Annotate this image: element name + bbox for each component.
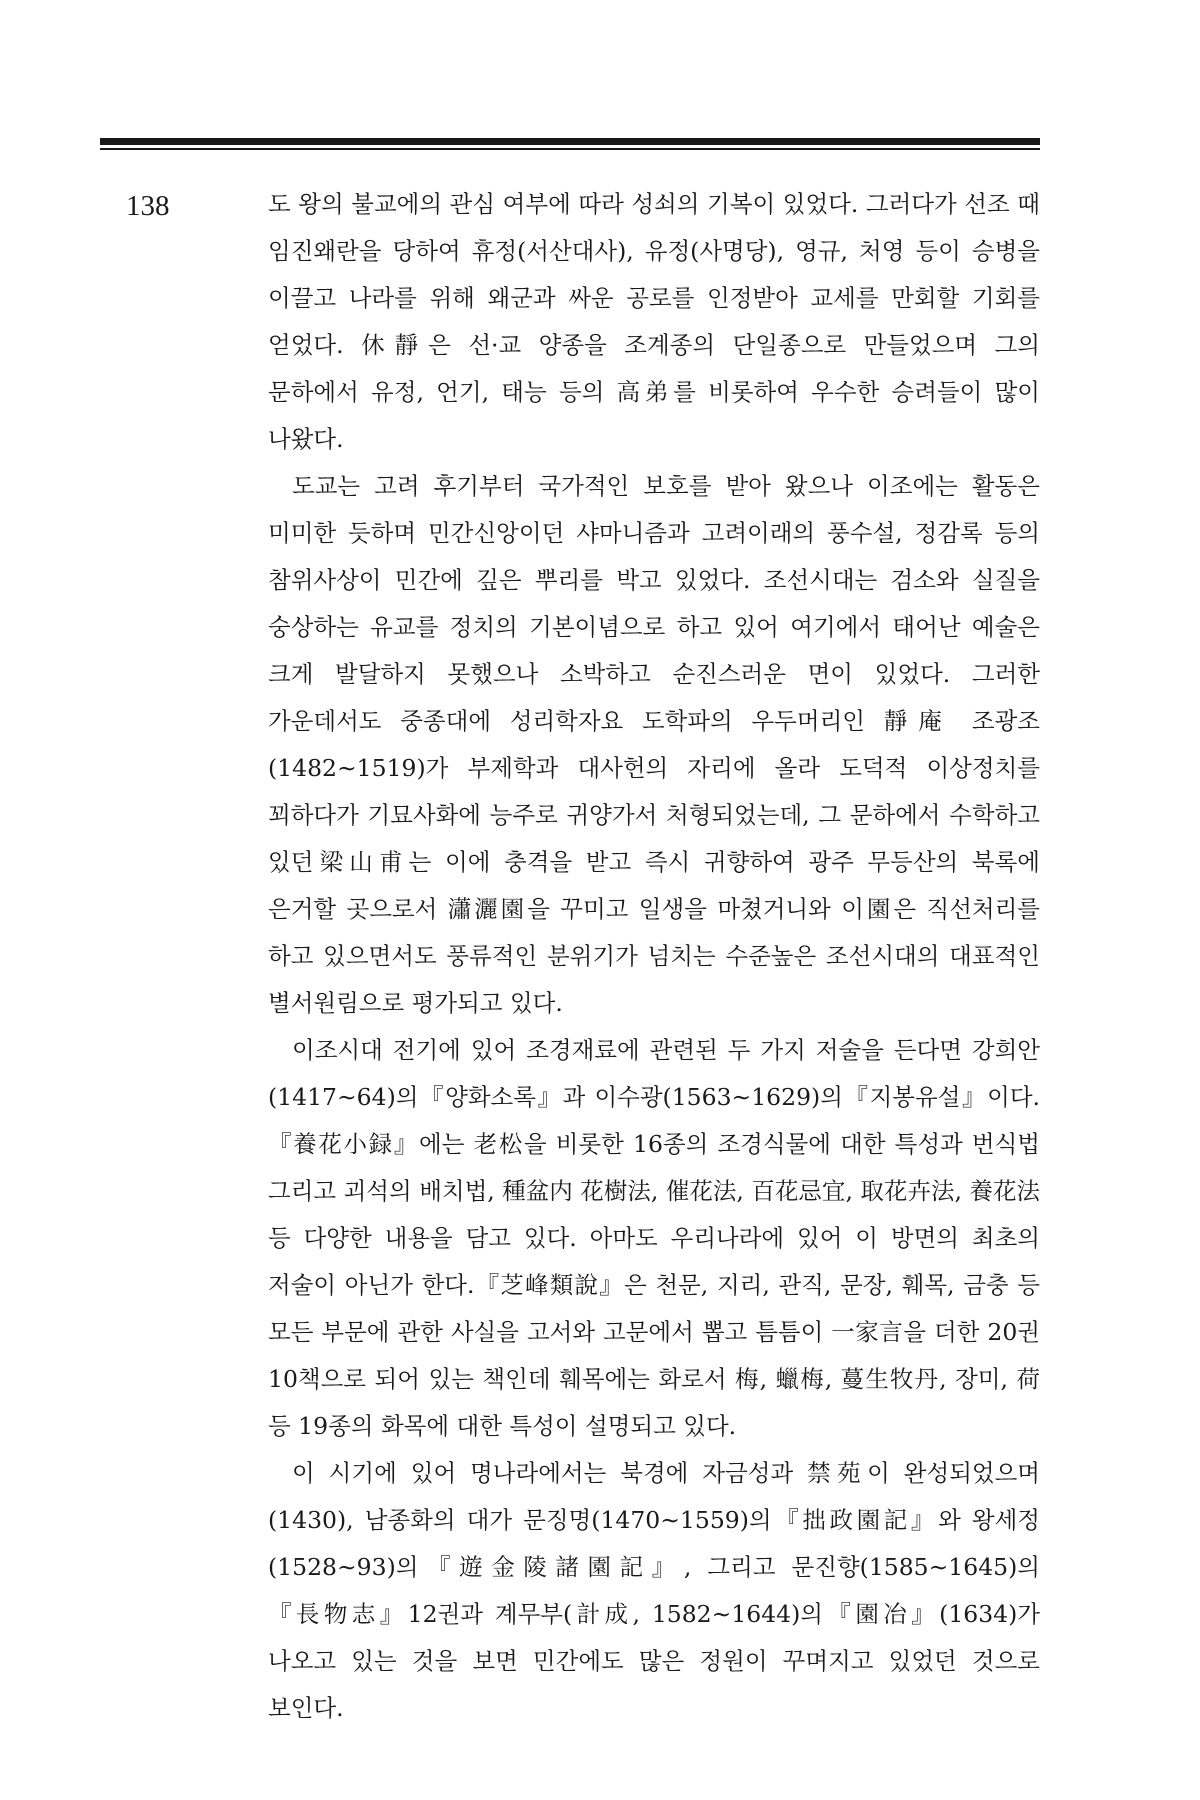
header-rule-thick — [100, 138, 1040, 145]
page-number: 138 — [126, 190, 170, 222]
paragraph-1: 도 왕의 불교에의 관심 여부에 따라 성쇠의 기복이 있었다. 그러다가 선조 때 임진왜란을 당하여 휴정(서산대사), 유정(사명당), 영규, 처영 등이 승병을 이끌고 나라를 위해 왜군과 싸운 공로를 인정받아 교세를 만회할 기회를 얻었다. 休靜은 선·교 양종을 조계종의 단일종으로 만들었으며 그의 문하에서 유정, 언기, 태능 등의 高弟를 비롯하여 우수한 승려들이 많이 나왔다. — [268, 190, 1040, 453]
paragraph-3: 이조시대 전기에 있어 조경재료에 관련된 두 가지 저술을 든다면 강희안(1417∼64)의『양화소록』과 이수광(1563∼1629)의『지봉유설』이다.『養花小録』에는 老松을 비롯한 16종의 조경식물에 대한 특성과 번식법 그리고 괴석의 배치법, 種盆内 花樹法, 催花法, 百花忌宜, 取花卉法, 養花法 등 다양한 내용을 담고 있다. 아마도 우리나라에 있어 이 방면의 최초의 저술이 아닌가 한다.『芝峰類說』은 천문, 지리, 관직, 문장, 훼목, 금충 등 모든 부문에 관한 사실을 고서와 고문에서 뽑고 틈틈이 一家言을 더한 20권 10책으로 되어 있는 책인데 훼목에는 화로서 梅, 蠟梅, 蔓生牧丹, 장미, 荷 등 19종의 화목에 대한 특성이 설명되고 있다. — [268, 1036, 1040, 1440]
header-rule-thin — [100, 148, 1040, 150]
body-text — [268, 181, 1040, 1732]
paragraph-2: 도교는 고려 후기부터 국가적인 보호를 받아 왔으나 이조에는 활동은 미미한 듯하며 민간신앙이던 샤마니즘과 고려이래의 풍수설, 정감록 등의 참위사상이 민간에 깊은 뿌리를 박고 있었다. 조선시대는 검소와 실질을 숭상하는 유교를 정치의 기본이념으로 하고 있어 여기에서 태어난 예술은 크게 발달하지 못했으나 소박하고 순진스러운 면이 있었다. 그러한 가운데서도 중종대에 성리학자요 도학파의 우두머리인 靜庵 조광조(1482∼1519)가 부제학과 대사헌의 자리에 올라 도덕적 이상정치를 꾀하다가 기묘사화에 능주로 귀양가서 처형되었는데, 그 문하에서 수학하고 있던梁山甫는 이에 충격을 받고 즉시 귀향하여 광주 무등산의 북록에 은거할 곳으로서 瀟灑園을 꾸미고 일생을 마쳤거니와 이園은 직선처리를 하고 있으면서도 풍류적인 분위기가 넘치는 수준높은 조선시대의 대표적인 별서원림으로 평가되고 있다. — [268, 472, 1040, 1017]
paragraph-4: 이 시기에 있어 명나라에서는 북경에 자금성과 禁苑이 완성되었으며(1430), 남종화의 대가 문징명(1470∼1559)의『拙政園記』와 왕세정(1528∼93)의『遊金陵諸園記』, 그리고 문진향(1585∼1645)의『長物志』12권과 계무부(計成, 1582∼1644)의『園冶』(1634)가 나오고 있는 것을 보면 민간에도 많은 정원이 꾸며지고 있었던 것으로 보인다. — [268, 1459, 1040, 1722]
